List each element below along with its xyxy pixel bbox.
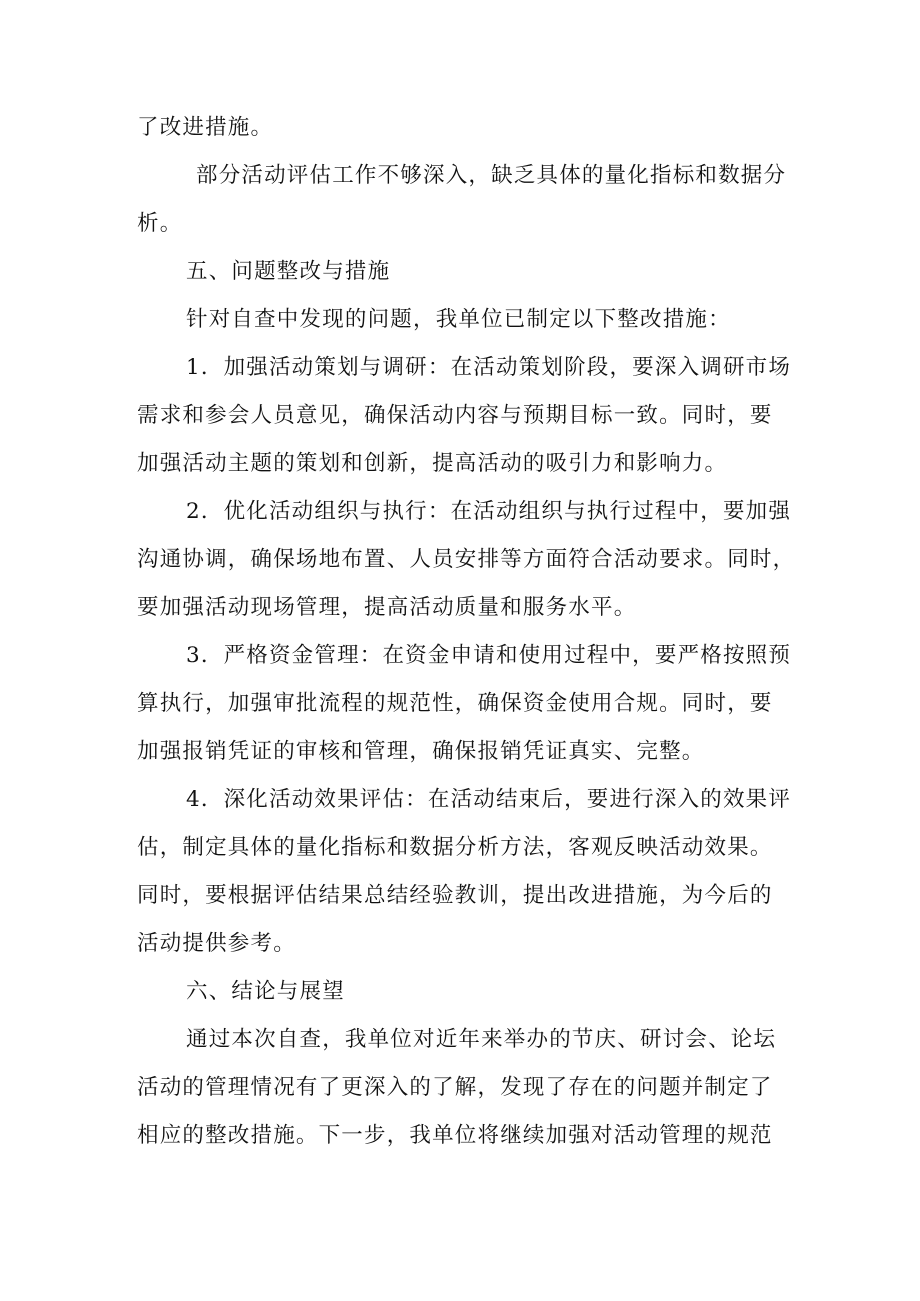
text-line: 了改进措施。 [137,115,274,140]
text-line: 活动提供参考。 [137,931,296,956]
list-item: 1．加强活动策划与调研：在活动策划阶段，要深入调研市场 [186,355,792,380]
list-item: 3．严格资金管理：在资金申请和使用过程中，要严格按照预 [186,643,792,668]
text-line: 活动的管理情况有了更深入的了解，发现了存在的问题并制定了 [137,1075,773,1100]
text-line: 需求和参会人员意见，确保活动内容与预期目标一致。同时，要 [137,403,773,428]
section-heading: 六、结论与展望 [186,979,345,1004]
text-line: 估，制定具体的量化指标和数据分析方法，客观反映活动效果。 [137,835,773,860]
text-line: 同时，要根据评估结果总结经验教训，提出改进措施，为今后的 [137,883,773,908]
text-line: 针对自查中发现的问题，我单位已制定以下整改措施： [186,307,731,332]
text-line: 算执行，加强审批流程的规范性，确保资金使用合规。同时，要 [137,691,773,716]
text-line: 析。 [137,211,183,236]
section-heading: 五、问题整改与措施 [186,259,391,284]
list-item: 2．优化活动组织与执行：在活动组织与执行过程中，要加强 [186,499,792,524]
text-line: 相应的整改措施。下一步，我单位将继续加强对活动管理的规范 [137,1123,773,1148]
text-line: 要加强活动现场管理，提高活动质量和服务水平。 [137,595,637,620]
text-line: 通过本次自查，我单位对近年来举办的节庆、研讨会、论坛 [186,1027,777,1052]
list-item: 4．深化活动效果评估：在活动结束后，要进行深入的效果评 [186,787,792,812]
text-line: 沟通协调，确保场地布置、人员安排等方面符合活动要求。同时， [137,547,796,572]
text-line: 加强活动主题的策划和创新，提高活动的吸引力和影响力。 [137,451,728,476]
text-line: 部分活动评估工作不够深入，缺乏具体的量化指标和数据分 [196,163,787,188]
text-line: 加强报销凭证的审核和管理，确保报销凭证真实、完整。 [137,739,705,764]
